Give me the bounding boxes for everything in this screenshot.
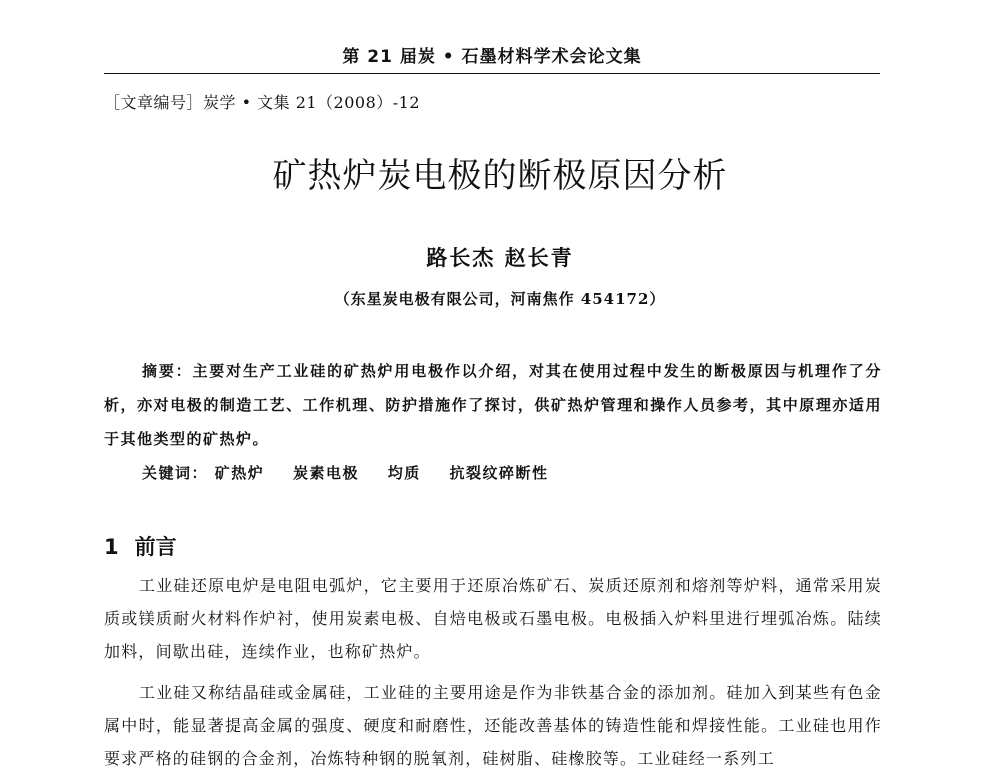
running-header: 第 21 届炭 • 石墨材料学术会论文集 [342,47,642,67]
abstract [104,354,882,456]
body-paragraph: 工业硅又称结晶硅或金属硅，工业硅的主要用途是作为非铁基合金的添加剂。硅加入到某些有色金属中时，能显著提高金属的强度、硬度和耐磨性，还能改善基体的铸造性能和焊接性能。工业硅也用作要求严格的硅钢的合金剂，冶炼特种钢的脱氧剂，硅树脂、硅橡胶等。工业硅经一系列工 [104,683,882,768]
keyword-item: 均质 [387,464,421,482]
section-heading [104,531,177,561]
keyword-item: 矿热炉 [214,464,265,482]
paper-title: 矿热炉炭电极的断极原因分析 [272,156,728,196]
abstract-label: 摘要： [142,362,193,380]
article-number: ［文章编号］炭学 • 文集 21（2008）-12 [104,93,421,112]
section-title: 前言 [134,535,177,559]
header-rule [104,73,880,74]
section-number: 1 [104,535,119,559]
abstract-text: 主要对生产工业硅的矿热炉用电极作以介绍，对其在使用过程中发生的断极原因与机理作了分析，亦对电极的制造工艺、工作机理、防护措施作了探讨，供矿热炉管理和操作人员参考，其中原理亦适用于其他类型的矿热炉。 [104,362,882,448]
authors: 路长杰 赵长青 [426,245,574,270]
keyword-item: 炭素电极 [293,464,360,482]
keywords [142,462,571,483]
keywords-label: 关键词： [142,464,209,482]
keyword-item: 抗裂纹碎断性 [449,464,549,482]
affiliation: （东星炭电极有限公司，河南焦作 454172） [334,290,666,308]
body-paragraph: 工业硅还原电炉是电阻电弧炉，它主要用于还原冶炼矿石、炭质还原剂和熔剂等炉料，通常采用炭质或镁质耐火材料作炉衬，使用炭素电极、自焙电极或石墨电极。电极插入炉料里进行埋弧冶炼。陆续加料，间歇出硅，连续作业，也称矿热炉。 [104,576,882,661]
